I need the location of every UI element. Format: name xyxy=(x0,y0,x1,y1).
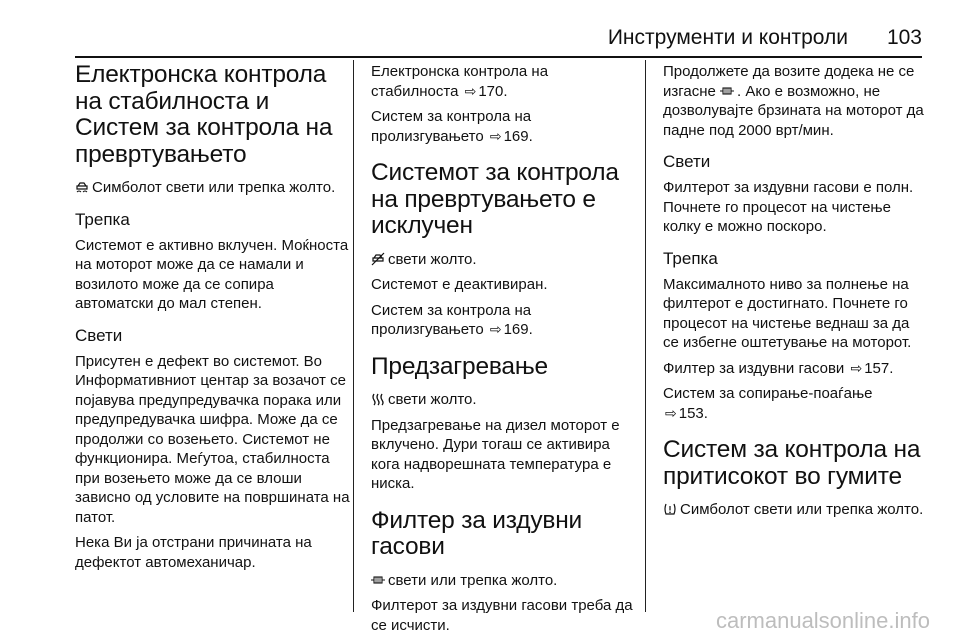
tire-pressure-icon xyxy=(663,502,677,516)
page-ref-arrow-icon: ⇨ xyxy=(850,359,863,376)
reference-traction[interactable]: Систем за контрола на пролизгувањето ⇨ 169. xyxy=(371,108,533,145)
page-ref-arrow-icon: ⇨ xyxy=(489,127,502,144)
preheat-paragraph-1: свети жолто. xyxy=(371,390,633,410)
blink-paragraph: Максималното ниво за полнење на филтерот е достигнато. Почнете го процесот на чистење веднаш за да се избегне оштетување на моторот. xyxy=(663,275,912,351)
heading-light: Свети xyxy=(75,325,123,345)
page-ref-arrow-icon: ⇨ xyxy=(464,82,477,99)
page-header xyxy=(0,0,960,56)
blink-paragraph: Системот е активно вклучен. Моќноста на моторот може да се намали и возилото може да се сопира автоматски до мал степен. xyxy=(75,236,349,312)
off-paragraph-1: свети жолто. xyxy=(371,250,633,270)
light-paragraph: Филтерот за издувни гасови е полн. Почнете го процесот на чистење колку е можно поскоро. xyxy=(663,179,914,235)
preheat-paragraph-2: Предзагревање на дизел моторот е вклучено. Дури тогаш се активира кога надворешната температура е ниска. xyxy=(371,416,620,492)
column-3 xyxy=(663,62,925,526)
skid-car-icon xyxy=(75,180,89,194)
reference-start-stop[interactable]: Систем за сопирање-поаѓање ⇨ 153. xyxy=(663,385,873,422)
filter-paragraph-2: Филтерот за издувни гасови треба да се исчисти. xyxy=(371,597,633,634)
reference-filter[interactable]: Филтер за издувни гасови ⇨ 157. xyxy=(663,359,894,377)
fix-paragraph: Нека Ви ја отстрани причината на дефектот автомеханичар. xyxy=(75,534,312,571)
reference-esc[interactable]: Електронска контрола на стабилноста ⇨ 170. xyxy=(371,63,549,100)
intro-paragraph: Симболот свети или трепка жолто. xyxy=(75,178,353,198)
section-title-tire-pressure: Систем за контрола на притисокот во гумите xyxy=(663,436,921,490)
exhaust-filter-icon xyxy=(720,84,734,98)
off-paragraph-2: Системот е деактивиран. xyxy=(371,276,548,293)
watermark: carmanualsonline.info xyxy=(715,608,930,633)
header-rule xyxy=(75,56,922,58)
page-ref-arrow-icon: ⇨ xyxy=(665,404,677,421)
reference-traction-2[interactable]: Систем за контрола на пролизгувањето ⇨ 169. xyxy=(371,301,533,338)
filter-paragraph-1: свети или трепка жолто. xyxy=(371,571,633,591)
column-divider xyxy=(645,60,646,612)
column-2 xyxy=(371,62,633,641)
section-title-esc: Електронска контрола на стабилноста и Систем за контрола на превртувањето xyxy=(75,61,333,168)
column-1 xyxy=(75,62,353,578)
exhaust-filter-icon xyxy=(371,573,385,587)
esc-off-icon xyxy=(371,252,385,266)
section-title-preheat: Предзагревање xyxy=(371,352,548,380)
glow-plug-icon xyxy=(371,392,385,406)
header-title: Инструменти и контроли xyxy=(607,26,848,49)
tire-paragraph: Симболот свети или трепка жолто. xyxy=(663,500,925,520)
page-ref-arrow-icon: ⇨ xyxy=(489,321,502,337)
section-title-esc-off: Системот за контрола на превртувањето е исклучен xyxy=(371,159,619,239)
heading-blink: Трепка xyxy=(663,248,718,268)
heading-light: Свети xyxy=(663,152,711,171)
column-divider xyxy=(353,60,354,612)
heading-blink: Трепка xyxy=(75,209,130,229)
light-paragraph: Присутен е дефект во системот. Во Информативниот центар за возачот се појавува предупредувачка порака или предупредувачка шифра. Може да се продолжи со возењето. Системот не функционира. Меѓутоа, стабилноста при возењето може да се влоши зависно од условите на површината на патот. xyxy=(75,352,350,526)
continue-paragraph: Продолжете да возите додека не се изгасне . Ако е возможно, не дозволувајте брзината на моторот да падне под 2000 врт/мин. xyxy=(663,63,924,139)
section-title-filter: Филтер за издувни гасови xyxy=(371,506,583,560)
page-number: 103 xyxy=(886,26,922,49)
